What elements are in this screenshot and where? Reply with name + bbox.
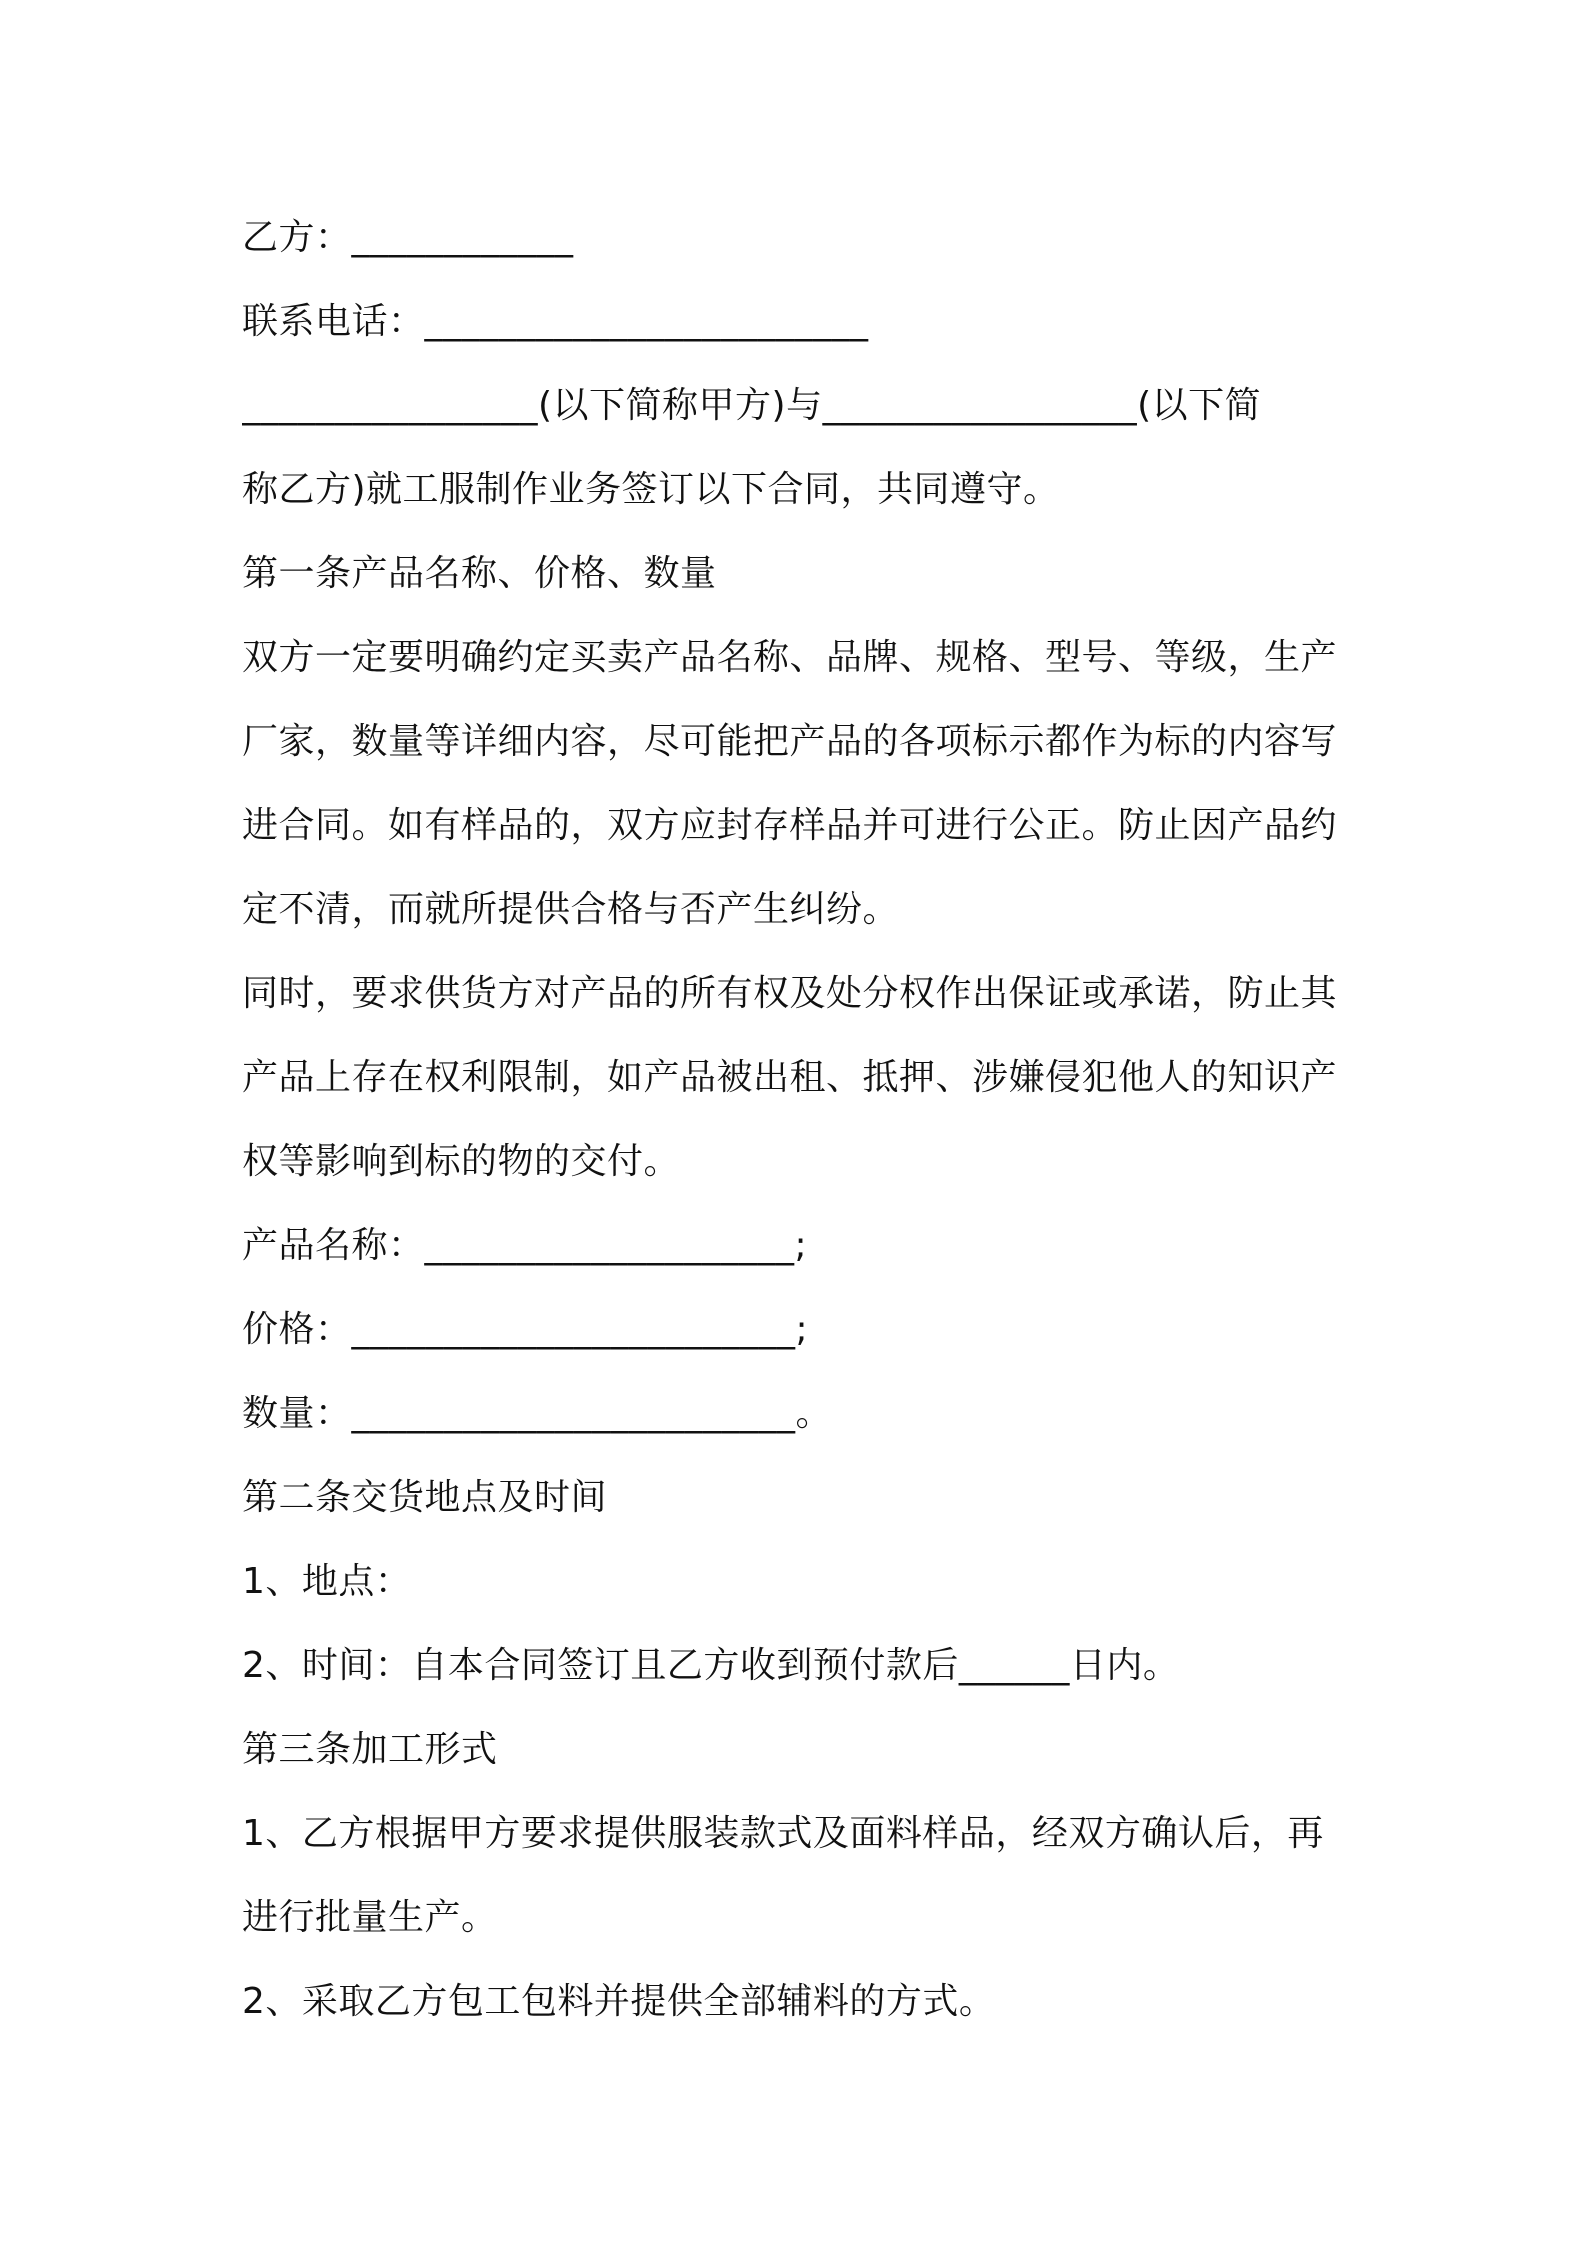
article-3-heading: 第三条加工形式 xyxy=(242,1729,498,1770)
parties-intro-line-2: 称乙方)就工服制作业务签订以下合同，共同遵守。 xyxy=(242,469,1060,510)
article-1-paragraph-2-line-1: 同时，要求供货方对产品的所有权及处分权作出保证或承诺，防止其 xyxy=(242,973,1338,1014)
article-1-paragraph-1-line-4: 定不清，而就所提供合格与否产生纠纷。 xyxy=(242,889,900,930)
parties-intro-line-1: ________________(以下简称甲方)与_________________(以下简 xyxy=(242,385,1262,426)
delivery-time-item: 2、时间：自本合同签订且乙方收到预付款后______日内。 xyxy=(242,1645,1180,1686)
article-1-paragraph-1-line-2: 厂家，数量等详细内容，尽可能把产品的各项标示都作为标的内容写 xyxy=(242,721,1338,762)
contract-body xyxy=(242,196,1357,2044)
article-1-paragraph-1-line-3: 进合同。如有样品的，双方应封存样品并可进行公正。防止因产品约 xyxy=(242,805,1338,846)
processing-item-1-line-1: 1、乙方根据甲方要求提供服装款式及面料样品，经双方确认后，再 xyxy=(242,1813,1324,1854)
party-b-line: 乙方：____________ xyxy=(242,217,574,258)
article-1-paragraph-2-line-3: 权等影响到标的物的交付。 xyxy=(242,1141,681,1182)
article-1-paragraph-1-line-1: 双方一定要明确约定买卖产品名称、品牌、规格、型号、等级，生产 xyxy=(242,637,1338,678)
article-1-paragraph-2-line-2: 产品上存在权利限制，如产品被出租、抵押、涉嫌侵犯他人的知识产 xyxy=(242,1057,1338,1098)
processing-item-1-line-2: 进行批量生产。 xyxy=(242,1897,498,1938)
contact-phone-line: 联系电话：________________________ xyxy=(242,301,869,342)
delivery-location-item: 1、地点： xyxy=(242,1561,412,1602)
quantity-field: 数量：________________________。 xyxy=(242,1393,833,1434)
price-field: 价格：________________________; xyxy=(242,1309,809,1350)
article-2-heading: 第二条交货地点及时间 xyxy=(242,1477,608,1518)
article-1-heading: 第一条产品名称、价格、数量 xyxy=(242,553,717,594)
processing-item-2: 2、采取乙方包工包料并提供全部辅料的方式。 xyxy=(242,1981,996,2022)
product-name-field: 产品名称：____________________; xyxy=(242,1225,808,1266)
